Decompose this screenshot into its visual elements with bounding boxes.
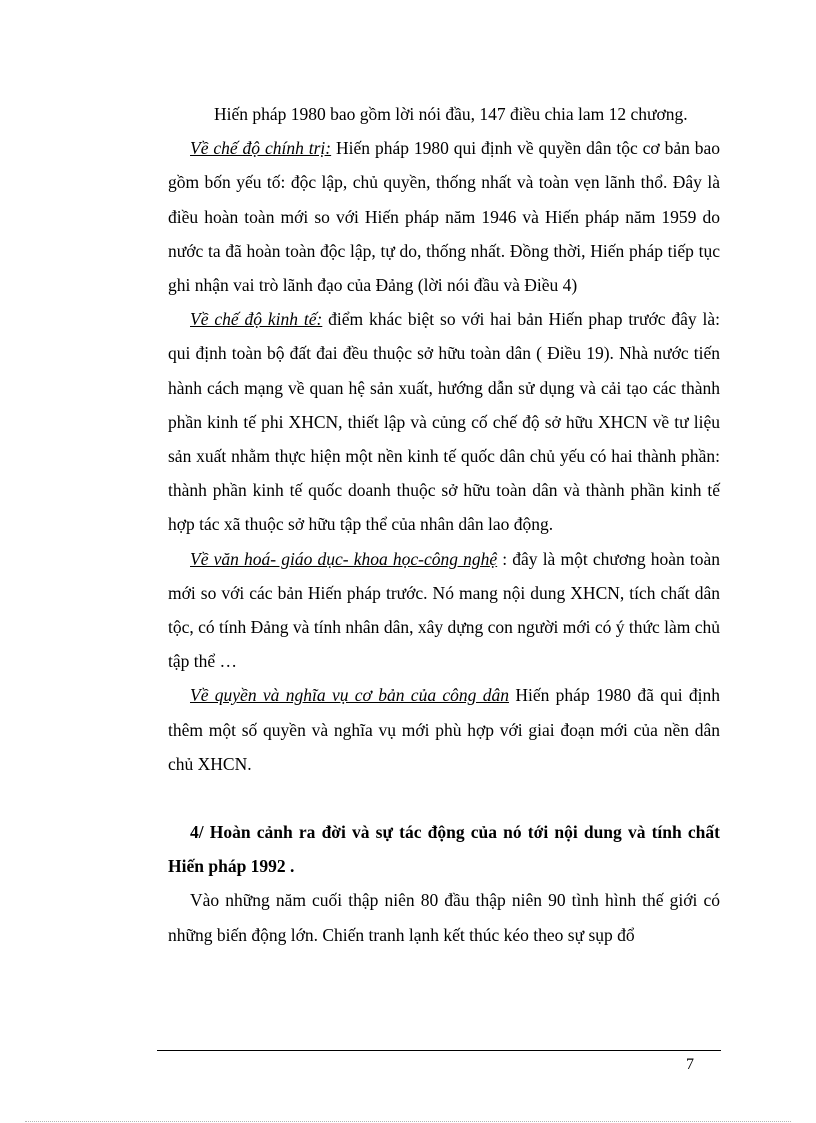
- section-heading: 4/ Hoàn cảnh ra đời và sự tác động của nó tới nội dung và tính chất Hiến pháp 1992 .: [168, 822, 720, 877]
- last-paragraph: Vào những năm cuối thập niên 80 đầu thập niên 90 tình hình thế giới có những biến động lớn. Chiến tranh lạnh kết thúc kéo theo sự sụp đổ: [168, 890, 720, 945]
- section-text: Hiến pháp 1980 qui định về quyền dân tộc cơ bản bao gồm bốn yếu tố: độc lập, chủ quyền, thống nhất và toàn vẹn lãnh thổ. Đây là điều hoàn toàn mới so với Hiến pháp năm 1946 và Hiến pháp năm 1959 do nước ta đã hoàn toàn độc lập, tự do, thống nhất. Đồng thời, Hiến pháp tiếp tục ghi nhận vai trò lãnh đạo của Đảng (lời nói đầu và Điều 4): [168, 138, 721, 296]
- section-lead: Về chế độ chính trị:: [190, 138, 332, 159]
- section-citizen-rights: [168, 678, 720, 781]
- intro-paragraph: Hiến pháp 1980 bao gồm lời nói đầu, 147 điều chia lam 12 chương.: [214, 104, 688, 124]
- section-economic: [168, 302, 720, 541]
- section-political: [168, 131, 720, 302]
- page-number: 7: [686, 1056, 694, 1073]
- page-body: [168, 97, 720, 952]
- page-edge-divider: [25, 1121, 791, 1122]
- section-lead: Về chế độ kinh tế:: [190, 309, 323, 330]
- section-text: điểm khác biệt so với hai bản Hiến phap trước đây là: qui định toàn bộ đất đai đều thuộc sở hữu toàn dân ( Điều 19). Nhà nước tiến hành cách mạng về quan hệ sản xuất, hướng dẫn sử dụng và cải tạo các thành phần kinh tế phi XHCN, thiết lập và củng cố chế độ sở hữu XHCN về tư liệu sản xuất nhằm thực hiện một nền kinh tế quốc dân chủ yếu có hai thành phần: thành phần kinh tế quốc doanh thuộc sở hữu toàn dân và thành phần kinh tế hợp tác xã thuộc sở hữu tập thể của nhân dân lao động.: [168, 309, 720, 535]
- footer-rule: [157, 1050, 721, 1051]
- section-text: : đây là một chương hoàn toàn mới so với các bản Hiến pháp trước. Nó mang nội dung XHCN, tích chất dân tộc, có tính Đảng và tính nhân dân, xây dựng con người mới có ý thức làm chủ tập thể …: [168, 548, 721, 672]
- section-lead: Về quyền và nghĩa vụ cơ bản của công dân: [190, 685, 509, 706]
- section-culture-education: [168, 542, 720, 679]
- section-lead: Về văn hoá- giáo dục- khoa học-công nghệ: [190, 548, 498, 569]
- section-text: Hiến pháp 1980 đã qui định thêm một số quyền và nghĩa vụ mới phù hợp với giai đoạn mới của nền dân chủ XHCN.: [168, 685, 721, 774]
